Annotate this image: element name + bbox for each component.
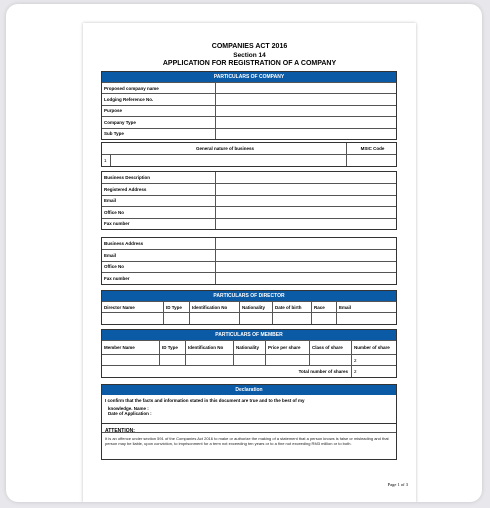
director-cell [273,313,312,323]
registered-info-table [101,171,397,230]
director-col: Identification No [190,302,240,312]
registered-field-value [216,172,396,183]
business-field-value [216,250,396,260]
registered-field-label: Registered Address [102,184,216,194]
director-col: Director Name [102,302,164,312]
business-field-value [216,262,396,272]
nature-value [111,155,347,165]
member-cell [266,355,310,365]
company-field-value [216,129,396,139]
document-page [83,23,416,502]
director-col: Nationality [240,302,273,312]
director-cell [164,313,190,323]
member-cell [160,355,186,365]
director-col: ID Type [164,302,190,312]
registered-field-label: Business Description [102,172,216,183]
company-field-label: Company Type [102,117,216,127]
business-field-label: Office No [102,262,216,272]
business-field-value [216,238,396,249]
director-header: PARTICULARS OF DIRECTOR [102,291,396,301]
director-cell [102,313,164,323]
member-cell [310,355,352,365]
registered-field-value [216,184,396,194]
declaration-section [101,384,397,424]
director-cell [312,313,337,323]
nature-header: General nature of business [102,143,347,154]
member-col: Number of share [354,345,390,350]
business-field-label: Fax number [102,273,216,283]
doc-subtitle: APPLICATION FOR REGISTRATION OF A COMPANY [162,60,337,67]
viewer-frame [6,4,482,502]
registered-field-label: Office No [102,207,216,217]
declaration-date: Date of Application : [108,411,152,416]
member-section [101,329,397,378]
director-col: Race [312,302,337,312]
member-header: PARTICULARS OF MEMBER [102,330,396,340]
member-col: Nationality [234,341,266,354]
company-field-label: Proposed company name [102,83,216,93]
director-cell [337,313,396,323]
director-section [101,290,397,325]
company-field-label: Purpose [102,106,216,116]
member-cell [102,355,160,365]
director-col: Date of birth [273,302,312,312]
company-header: PARTICULARS OF COMPANY [102,72,396,82]
attention-title: ATTENTION: [102,424,396,433]
attention-section [101,424,397,460]
registered-field-label: Fax number [102,219,216,229]
registered-field-value [216,196,396,206]
company-field-value [216,94,396,104]
business-field-value [216,273,396,283]
nature-of-business-table [101,142,397,167]
director-cell [190,313,240,323]
registered-field-value [216,207,396,217]
page-number: Page 1 of 3 [387,482,408,487]
member-share-count: 2 [354,357,357,363]
business-field-label: Email [102,250,216,260]
doc-section: Section 14 [233,52,266,59]
nature-row-number: 1 [102,155,111,165]
total-shares-value: 2 [354,369,357,375]
member-cell [234,355,266,365]
msic-value [347,155,396,165]
registered-field-label: Email [102,196,216,206]
company-field-value [216,106,396,116]
member-cell [186,355,234,365]
registered-field-value [216,219,396,229]
declaration-header: Declaration [102,385,396,395]
director-cell [240,313,273,323]
director-col: Email [339,304,352,310]
declaration-name: knowledge. Name : [108,405,149,411]
total-shares-label: Total number of shares [102,366,352,376]
member-col: Member Name [102,341,160,354]
company-field-value [216,83,396,93]
company-section [101,71,397,140]
msic-header: MSIC Code [360,146,385,152]
member-col: ID Type [160,341,186,354]
business-field-label: Business Address [102,238,216,249]
member-col: Price per share [266,341,310,354]
doc-title: COMPANIES ACT 2016 [211,43,288,50]
company-field-value [216,117,396,127]
attention-text: It is an offence under section 591 of the Companies Act 2016 to make or authorize the making of a statement that a person knows is false or misleading and that person may be liable, upon conviction, to imprisonment for a term not exceeding ten years or to a fine not exceeding RM3 million or to both. [105,436,389,446]
business-address-table [101,237,397,285]
member-col: Identification No [186,341,234,354]
declaration-line: I confirm that the facts and information stated in this document are true and to the best of my [105,398,305,403]
company-field-label: Lodging Reference No. [102,94,216,104]
company-field-label: Sub Type [102,129,216,139]
member-col: Class of share [310,341,352,354]
